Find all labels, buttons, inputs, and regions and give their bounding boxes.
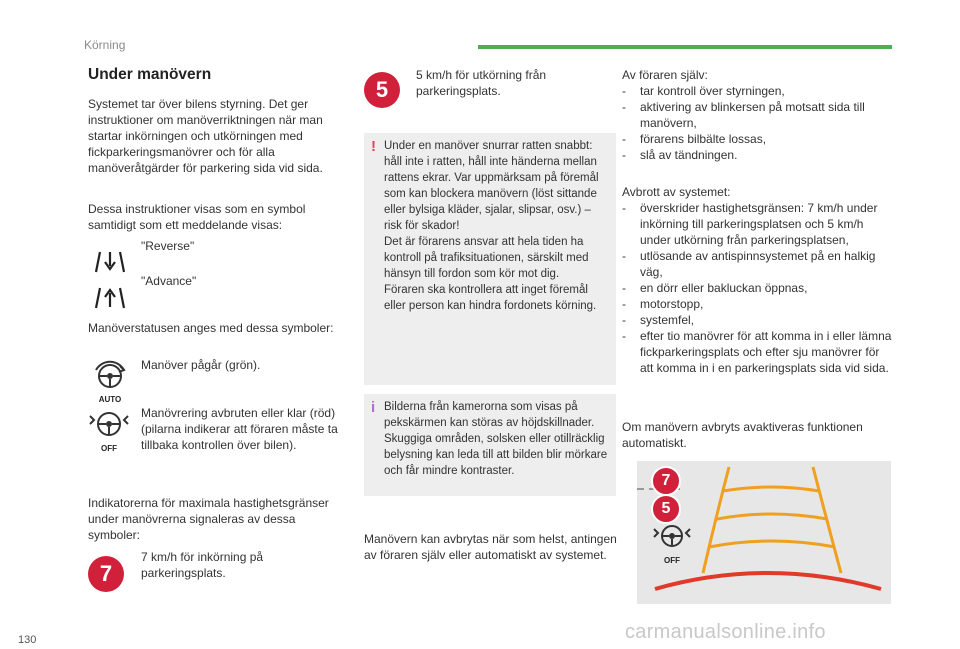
driver-interrupt-block	[622, 67, 894, 163]
steering-wheel-off-icon	[86, 409, 132, 439]
speed-limit-5-text: 5 km/h för utkörning från parkeringsplats.	[416, 68, 547, 98]
list-item: - utlösande av antispinnsystemet på en halkig väg,	[622, 248, 894, 280]
warning-text: Under en manöver snurrar ratten snabbt: håll inte i ratten, håll inte händerna mellan rattens ekrar. Var uppmärksam på föremål som kan blockera manövern (löst sittande eller bylsiga kläder, sjalar, slipsar, osv.) – risk för skador! Det är förarens ansvar att hela tiden ha kontroll på trafiksituationen, särskilt med hänsyn till fordon som kör mot dig. Föraren ska kontrollera att inget föremål eller person kan hindra fordonets körning.	[384, 140, 599, 312]
watermark: carmanualsonline.info	[625, 621, 826, 643]
intro-paragraph: Systemet tar över bilens styrning. Det ger instruktioner om manöverriktningen när man startar inkörningen och utkörningen med fickparkeringsmanövrer och för alla manöveråtgärder för parkering sida vid sida.	[88, 97, 323, 175]
list-item: - förarens bilbälte lossas,	[622, 131, 894, 147]
section-label: Körning	[84, 38, 126, 52]
camera-off-status-icon	[649, 521, 695, 567]
camera-off-label: OFF	[664, 556, 680, 565]
list-item: - systemfel,	[622, 312, 894, 328]
interrupt-paragraph: Manövern kan avbrytas när som helst, antingen av föraren själv eller automatiskt av systemet.	[364, 532, 617, 562]
list-item: - motorstopp,	[622, 296, 894, 312]
page-number: 130	[18, 634, 37, 646]
status-intro-paragraph: Manöverstatusen anges med dessa symboler:	[88, 321, 334, 335]
speed-limit-7-text: 7 km/h för inkörning på parkeringsplats.	[141, 550, 264, 580]
camera-speed-5-badge: 5	[651, 494, 681, 524]
camera-speed-7-badge: 7	[651, 466, 681, 496]
warning-box	[364, 133, 616, 385]
list-item: - tar kontroll över styrningen,	[622, 83, 894, 99]
section-title: Under manövern	[88, 66, 212, 83]
steering-wheel-auto-icon	[90, 360, 130, 390]
driver-interrupt-heading: Av föraren själv:	[622, 68, 708, 82]
system-interrupt-heading: Avbrott av systemet:	[622, 185, 731, 199]
list-item: - efter tio manövrer för att komma in i eller lämna fickparkeringsplats och efter sju manövrer för att komma in i en parkeringsplats sida vid sida.	[622, 328, 894, 376]
advance-label: "Advance"	[141, 274, 197, 288]
driver-interrupt-list	[622, 83, 894, 163]
speed-limit-7-badge: 7	[88, 556, 124, 592]
list-item: - aktivering av blinkersen på motsatt sida till manövern,	[622, 99, 894, 131]
camera-view-illustration	[637, 461, 891, 604]
system-interrupt-list	[622, 200, 894, 376]
list-item: - överskrider hastighetsgränsen: 7 km/h under inkörning till parkeringsplatsen och 5 km/h under utkörning från parkeringsplatsen,	[622, 200, 894, 248]
off-status-icon-label: OFF	[101, 444, 117, 453]
info-text: Bilderna från kamerorna som visas på pekskärmen kan störas av höjdskillnader. Skuggiga områden, solsken eller otillräcklig belysning kan leda till att bilden blir mörkare och får mindre kontraster.	[384, 401, 608, 477]
info-box	[364, 394, 616, 496]
advance-symbol-icon	[92, 284, 128, 312]
list-item: - slå av tändningen.	[622, 147, 894, 163]
off-status-icon	[86, 409, 132, 453]
reverse-symbol-icon	[92, 248, 128, 276]
section-accent-bar	[478, 45, 892, 49]
auto-status-icon-label: AUTO	[98, 395, 122, 404]
info-icon: i	[371, 399, 376, 416]
reverse-label: "Reverse"	[141, 239, 195, 253]
warning-icon: !	[371, 138, 376, 155]
list-item: - en dörr eller bakluckan öppnas,	[622, 280, 894, 296]
symbols-intro-paragraph: Dessa instruktioner visas som en symbol samtidigt som ett meddelande visas:	[88, 202, 306, 232]
status-off-text: Manövrering avbruten eller klar (röd) (pilarna indikerar att föraren måste ta tillbaka kontrollen över bilen).	[141, 406, 338, 452]
camera-steering-wheel-icon	[649, 521, 695, 551]
system-interrupt-block	[622, 184, 894, 376]
speed-intro-paragraph: Indikatorerna för maximala hastighetsgränser under manövrerna signaleras av dessa symboler:	[88, 496, 329, 542]
closing-paragraph: Om manövern avbryts avaktiveras funktionen automatiskt.	[622, 420, 863, 450]
speed-limit-5-badge: 5	[364, 72, 400, 108]
status-auto-text: Manöver pågår (grön).	[141, 358, 261, 372]
auto-status-icon	[90, 360, 130, 404]
